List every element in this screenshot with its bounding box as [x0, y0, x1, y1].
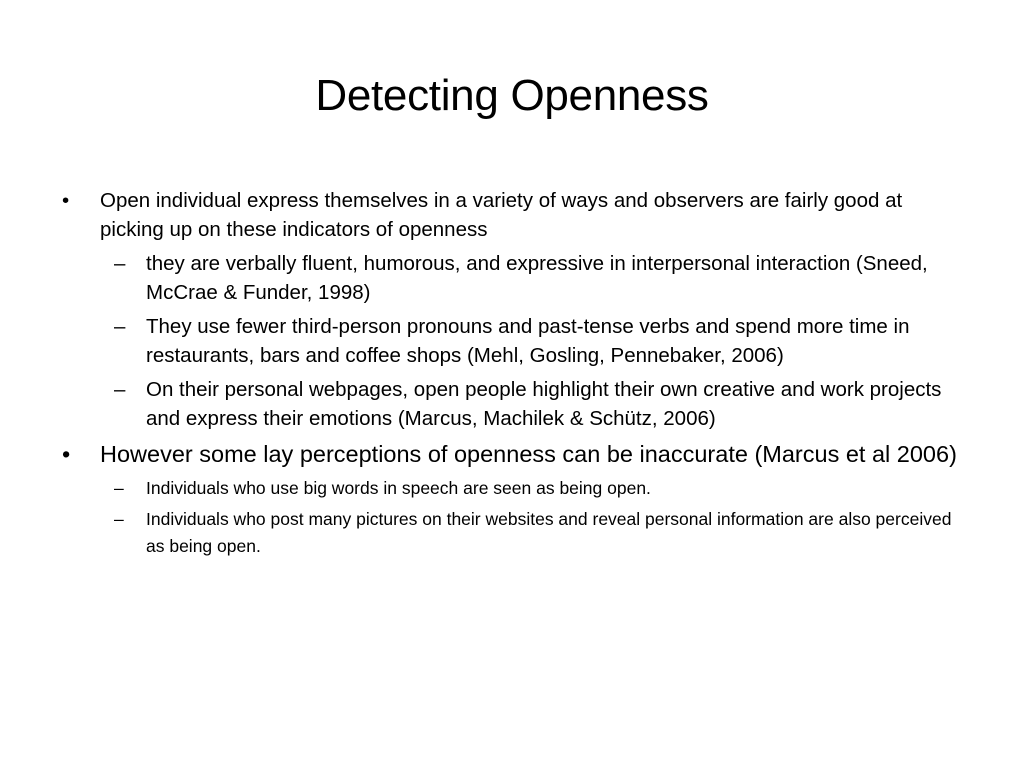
sub-bullet-item: [62, 249, 962, 307]
slide-body: [62, 186, 962, 564]
sub-bullet-text: On their personal webpages, open people highlight their own creative and work projects and express their emotions (Marcus, Machilek & Schütz, 2006): [146, 378, 942, 430]
sub-bullet-item: [62, 506, 962, 560]
bullet-marker: •: [62, 189, 70, 212]
bullet-text: Open individual express themselves in a variety of ways and observers are fairly good at picking up on these indicators of openness: [100, 189, 903, 241]
dash-marker: –: [114, 315, 126, 338]
sub-bullet-text: Individuals who post many pictures on their websites and reveal personal information are also perceived as being open.: [146, 509, 952, 556]
sub-bullet-text: Individuals who use big words in speech are seen as being open.: [146, 478, 651, 498]
dash-marker: –: [114, 378, 126, 401]
dash-marker: –: [114, 478, 124, 498]
sub-bullet-item: [62, 312, 962, 370]
dash-marker: –: [114, 252, 126, 275]
sub-bullet-text: they are verbally fluent, humorous, and expressive in interpersonal interaction (Sneed, McCrae & Funder, 1998): [146, 252, 928, 304]
sub-bullet-text: They use fewer third-person pronouns and past-tense verbs and spend more time in restaurants, bars and coffee shops (Mehl, Gosling, Pennebaker, 2006): [146, 315, 910, 367]
bullet-text: However some lay perceptions of openness can be inaccurate (Marcus et al 2006): [100, 441, 957, 467]
sub-bullet-item: [62, 475, 962, 502]
sub-bullet-item: [62, 375, 962, 433]
bullet-item: [62, 438, 962, 470]
slide-title: Detecting Openness: [315, 71, 709, 120]
bullet-marker: •: [62, 441, 71, 467]
bullet-item: [62, 186, 962, 244]
dash-marker: –: [114, 509, 124, 529]
